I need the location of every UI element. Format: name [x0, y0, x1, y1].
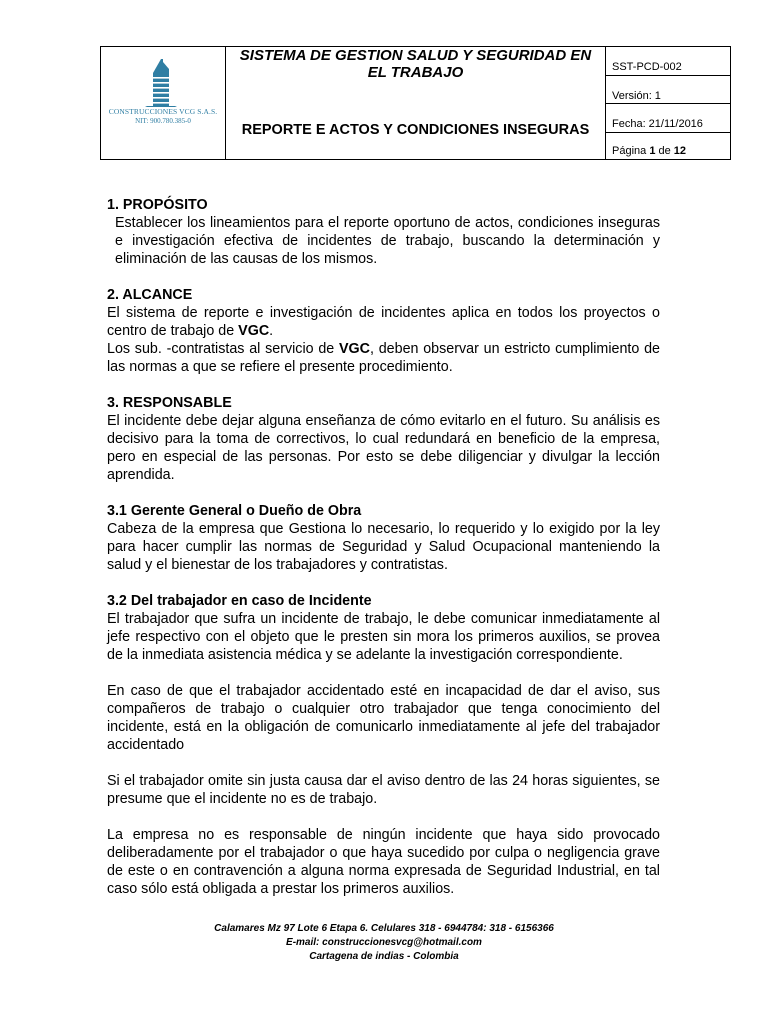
s2-text-d: , deben observar un estricto cumplimiento de las normas a que se refiere el presente procedimiento.	[107, 341, 661, 375]
title-line-2: EL TRABAJO	[367, 64, 464, 81]
section-3-2-paragraph-2: En caso de que el trabajador accidentado esté en incapacidad de dar el aviso, sus compañeros de trabajo o cualquier otro trabajador que tenga conocimiento del incidente, está en la obligación de comunicarlo inmediatamente al jefe del trabajador accidentado	[107, 683, 660, 753]
s2-text-c: Los sub. -contratistas al servicio de	[107, 341, 339, 357]
title-cell	[226, 47, 606, 159]
section-3-2-paragraph-3: Si el trabajador omite sin justa causa dar el aviso dentro de las 24 horas siguientes, se presume que el incidente no es de trabajo.	[107, 773, 660, 807]
section-3-text: El incidente debe dejar alguna enseñanza de cómo evitarlo en el futuro. Su análisis es decisivo para la toma de correctivos, lo cual redundará en beneficio de la empresa, pero en especial de las personas. Por esto se debe diligenciar y divulgar la lección aprendida.	[107, 413, 660, 483]
document-code: SST-PCD-002	[606, 47, 730, 76]
s2-text-b: .	[269, 323, 274, 339]
document-date: Fecha: 21/11/2016	[606, 104, 730, 133]
footer-city: Cartagena de indias - Colombia	[309, 951, 459, 962]
section-1-text: Establecer los lineamientos para el reporte oportuno de actos, condiciones inseguras e investigación efectiva de incidentes de trabajo, buscando la determinación y eliminación de las causas de los mismos.	[115, 215, 660, 267]
logo-cell	[101, 47, 226, 159]
document-title	[226, 47, 605, 81]
logo-nit: NIT: 900.780.385-0	[135, 117, 191, 125]
page-number	[606, 133, 730, 159]
s2-bold-a: VGC	[238, 323, 270, 339]
page-total: 12	[673, 145, 687, 157]
building-logo-icon	[139, 59, 183, 107]
section-3-1-text: Cabeza de la empresa que Gestiona lo necesario, lo requerido y lo exigido por la ley para hacer cumplir las normas de Seguridad y Salud Ocupacional manteniendo la salud y el bienestar de los trabajadores y contratistas.	[107, 521, 660, 573]
document-header	[100, 46, 731, 160]
footer-email: E-mail: construccionesvcg@hotmail.com	[286, 937, 482, 948]
page-prefix: Página	[612, 145, 650, 157]
section-3-2-paragraph-4: La empresa no es responsable de ningún incidente que haya sido provocado deliberadamente por el trabajador o que haya sucedido por culpa o negligencia grave de este o en contravención a alguna norma expresada de Seguridad Industrial, en tal caso sólo está obligada a prestar los primeros auxilios.	[107, 827, 660, 897]
s2-text-a: El sistema de reporte e investigación de incidentes aplica en todos los proyectos o centro de trabajo de	[107, 305, 660, 339]
s2-bold-c: VGC	[339, 341, 370, 357]
document-subtitle: REPORTE E ACTOS Y CONDICIONES INSEGURAS	[241, 122, 590, 138]
section-2-text-2	[107, 340, 660, 376]
document-body	[107, 196, 660, 898]
section-3-2-heading: 3.2 Del trabajador en caso de Incidente	[107, 593, 372, 609]
section-3-2-paragraph-1: El trabajador que sufra un incidente de trabajo, le debe comunicar inmediatamente al jefe respectivo con el objeto que le presten sin mora los primeros auxilios, se provea de la inmediata asistencia médica y se adelante la investigación correspondiente.	[107, 611, 660, 663]
section-3-1-heading: 3.1 Gerente General o Dueño de Obra	[107, 503, 362, 519]
document-footer	[0, 922, 768, 964]
page-mid: de	[655, 145, 674, 157]
page-current: 1	[649, 145, 656, 157]
document-version: Versión: 1	[606, 76, 730, 104]
logo-company-name: CONSTRUCCIONES VCG S.A.S.	[108, 107, 218, 116]
section-3-heading: 3. RESPONSABLE	[107, 395, 232, 411]
footer-address: Calamares Mz 97 Lote 6 Etapa 6. Celulares 318 - 6944784: 318 - 6156366	[214, 923, 554, 934]
section-1-heading: 1. PROPÓSITO	[107, 197, 208, 213]
section-2-text-1	[107, 304, 660, 340]
title-line-1: SISTEMA DE GESTION SALUD Y SEGURIDAD EN	[239, 47, 592, 64]
section-2-heading: 2. ALCANCE	[107, 287, 193, 303]
